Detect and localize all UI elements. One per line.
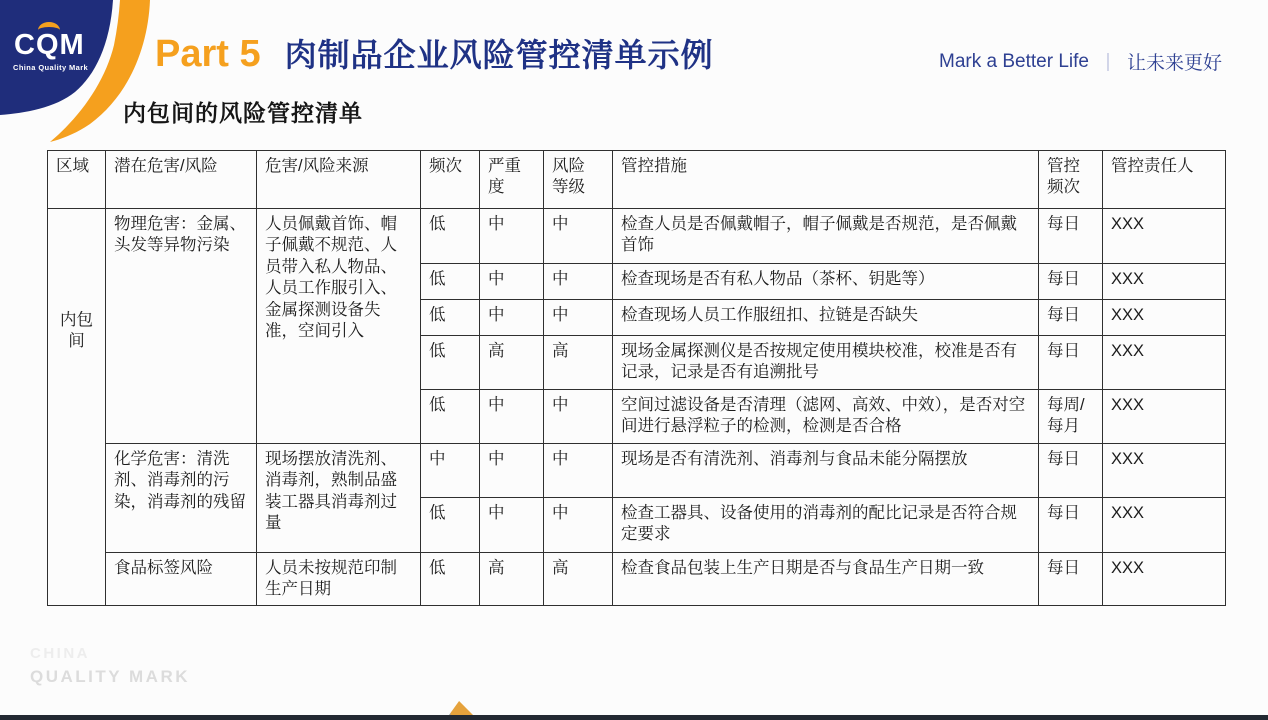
cqm-logo-subtext: China Quality Mark: [13, 63, 89, 72]
bottom-bar: [0, 715, 1268, 720]
control-frequency-cell: 每日: [1039, 553, 1103, 606]
risk-level-cell: 中: [544, 444, 613, 498]
measure-cell: 检查人员是否佩戴帽子，帽子佩戴是否规范，是否佩戴首饰: [613, 209, 1039, 264]
source-cell: 现场摆放清洗剂、消毒剂，熟制品盛装工器具消毒剂过量: [257, 444, 421, 553]
owner-cell: XXX: [1103, 553, 1226, 606]
severity-cell: 高: [480, 336, 544, 390]
frequency-cell: 低: [421, 209, 480, 264]
col-header-source: 危害/风险来源: [257, 151, 421, 209]
source-cell: 人员未按规范印制生产日期: [257, 553, 421, 606]
col-header-control-frequency: 管控频次: [1039, 151, 1103, 209]
source-cell: 人员佩戴首饰、帽子佩戴不规范、人员带入私人物品、人员工作服引入、金属探测设备失准，空间引入: [257, 209, 421, 444]
table-row: [48, 444, 1226, 498]
col-header-severity: 严重度: [480, 151, 544, 209]
bottom-triangle-decoration: [449, 701, 473, 715]
measure-cell: 现场是否有清洗剂、消毒剂与食品未能分隔摆放: [613, 444, 1039, 498]
col-header-hazard: 潜在危害/风险: [106, 151, 257, 209]
measure-cell: 空间过滤设备是否清理（滤网、高效、中效），是否对空间进行悬浮粒子的检测，检测是否合格: [613, 390, 1039, 444]
owner-cell: XXX: [1103, 336, 1226, 390]
owner-cell: XXX: [1103, 390, 1226, 444]
risk-level-cell: 高: [544, 553, 613, 606]
measure-cell: 检查现场人员工作服纽扣、拉链是否缺失: [613, 300, 1039, 336]
measure-cell: 现场金属探测仪是否按规定使用模块校准，校准是否有记录，记录是否有追溯批号: [613, 336, 1039, 390]
measure-cell: 检查工器具、设备使用的消毒剂的配比记录是否符合规定要求: [613, 498, 1039, 553]
cqm-logo: [0, 0, 170, 155]
col-header-measures: 管控措施: [613, 151, 1039, 209]
severity-cell: 中: [480, 209, 544, 264]
tagline-chinese: 让未来更好: [1126, 53, 1222, 74]
watermark-line1: CHINA: [30, 645, 90, 662]
owner-cell: XXX: [1103, 444, 1226, 498]
cqm-logo-text: CQM: [14, 29, 85, 61]
col-header-area: 区域: [48, 151, 106, 209]
measure-cell: 检查食品包装上生产日期是否与食品生产日期一致: [613, 553, 1039, 606]
risk-level-cell: 中: [544, 498, 613, 553]
control-frequency-cell: 每日: [1039, 209, 1103, 264]
col-header-frequency: 频次: [421, 151, 480, 209]
part-number-label: Part 5: [155, 33, 261, 75]
frequency-cell: 低: [421, 336, 480, 390]
risk-control-table: [47, 150, 1226, 606]
severity-cell: 高: [480, 553, 544, 606]
hazard-cell: 物理危害：金属、头发等异物污染: [106, 209, 257, 444]
watermark-line2: QUALITY MARK: [30, 667, 191, 686]
table-row: [48, 553, 1226, 606]
risk-level-cell: 中: [544, 264, 613, 300]
control-frequency-cell: 每日: [1039, 444, 1103, 498]
slide-subtitle: 内包间的风险管控清单: [123, 100, 363, 126]
brand-tagline: [939, 48, 1222, 75]
header: [155, 30, 714, 76]
owner-cell: XXX: [1103, 264, 1226, 300]
tagline-english: Mark a Better Life: [939, 50, 1089, 72]
frequency-cell: 中: [421, 444, 480, 498]
measure-cell: 检查现场是否有私人物品（茶杯、钥匙等）: [613, 264, 1039, 300]
hazard-cell: 食品标签风险: [106, 553, 257, 606]
control-frequency-cell: 每日: [1039, 264, 1103, 300]
control-frequency-cell: 每日: [1039, 300, 1103, 336]
frequency-cell: 低: [421, 553, 480, 606]
severity-cell: 中: [480, 444, 544, 498]
risk-level-cell: 中: [544, 390, 613, 444]
col-header-risk-level: 风险等级: [544, 151, 613, 209]
col-header-owner: 管控责任人: [1103, 151, 1226, 209]
corner-decoration-shapes: [0, 0, 170, 155]
background-watermark: [30, 645, 190, 687]
table-row: [48, 209, 1226, 264]
frequency-cell: 低: [421, 390, 480, 444]
area-cell: 内包间: [48, 209, 106, 606]
owner-cell: XXX: [1103, 209, 1226, 264]
control-frequency-cell: 每日: [1039, 498, 1103, 553]
page-title: 肉制品企业风险管控清单示例: [284, 37, 714, 73]
hazard-cell: 化学危害：清洗剂、消毒剂的污染，消毒剂的残留: [106, 444, 257, 553]
frequency-cell: 低: [421, 498, 480, 553]
severity-cell: 中: [480, 264, 544, 300]
control-frequency-cell: 每周/每月: [1039, 390, 1103, 444]
severity-cell: 中: [480, 300, 544, 336]
control-frequency-cell: 每日: [1039, 336, 1103, 390]
table-header-row: [48, 151, 1226, 209]
risk-level-cell: 中: [544, 209, 613, 264]
owner-cell: XXX: [1103, 300, 1226, 336]
tagline-separator: ｜: [1098, 52, 1117, 73]
risk-level-cell: 中: [544, 300, 613, 336]
frequency-cell: 低: [421, 264, 480, 300]
risk-level-cell: 高: [544, 336, 613, 390]
severity-cell: 中: [480, 390, 544, 444]
frequency-cell: 低: [421, 300, 480, 336]
owner-cell: XXX: [1103, 498, 1226, 553]
severity-cell: 中: [480, 498, 544, 553]
